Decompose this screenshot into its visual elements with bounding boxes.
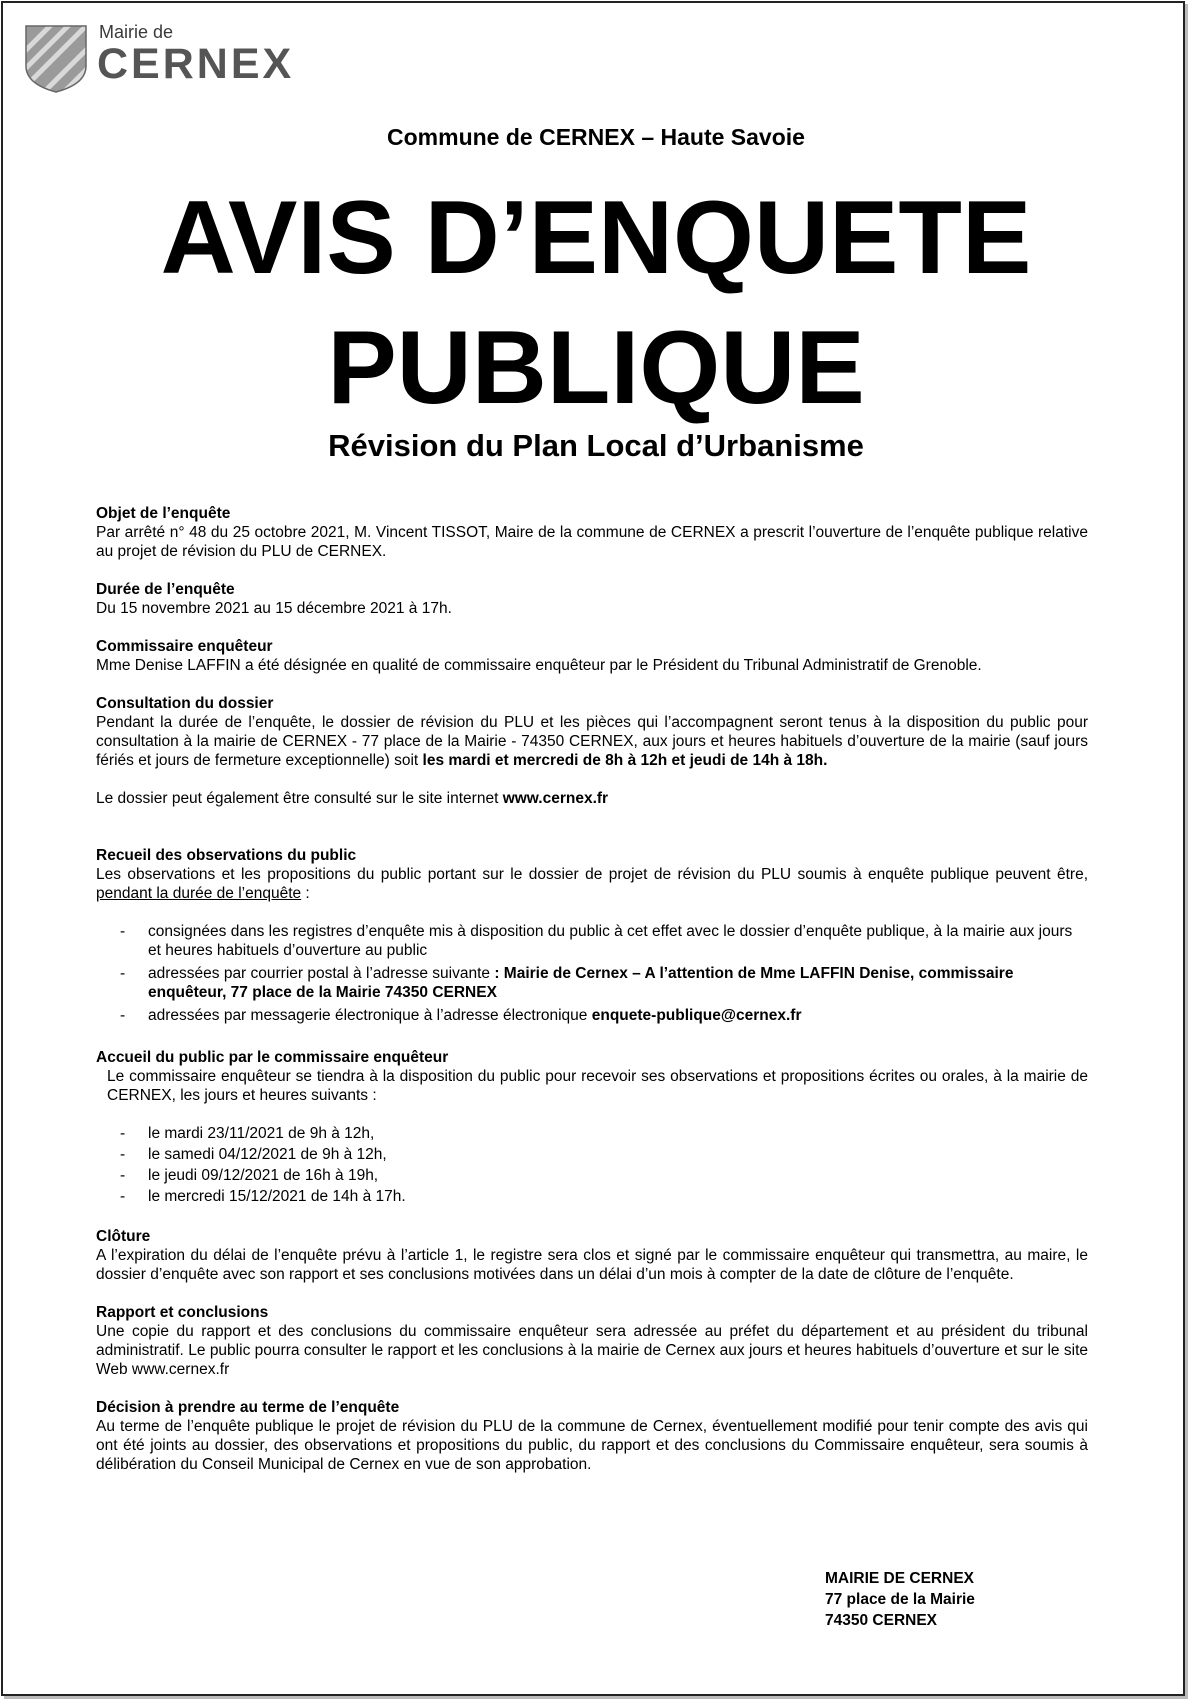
list-item-bold: : Mairie de Cernex – A l’attention de Mme LAFFIN Denise, commissaire enquêteur, 77 place de la Mairie 74350 CERNEX (148, 965, 1014, 1001)
website-line (96, 789, 1088, 808)
dash-bullet: - (120, 1125, 126, 1142)
notice-body (96, 504, 1088, 1474)
list-item-text: le mardi 23/11/2021 de 9h à 12h, (148, 1125, 375, 1142)
title-line-1: AVIS D’ENQUETE (160, 180, 1032, 296)
signature-line-3: 74350 CERNEX (825, 1612, 938, 1629)
list-item-text: le mercredi 15/12/2021 de 14h à 17h. (148, 1188, 406, 1205)
recueil-underline: pendant la durée de l’enquête (96, 885, 302, 902)
section-text: A l’expiration du délai de l’enquête prévu à l’article 1, le registre sera clos et signé par le commissaire enquêteur qui transmettra, au maire, le dossier d’enquête avec son rapport et ses conclusions motivées dans un délai d’un mois à compter de la date de clôture de l’enquête. (96, 1247, 1088, 1283)
logo-small-text: Mairie de (99, 22, 174, 42)
dash-bullet: - (120, 1188, 126, 1205)
section-heading: Recueil des observations du public (96, 847, 357, 864)
section-heading: Clôture (96, 1228, 151, 1245)
section-text: Mme Denise LAFFIN a été désignée en qualité de commissaire enquêteur par le Président du Tribunal Administratif de Grenoble. (96, 657, 982, 674)
list-item (96, 1006, 1088, 1025)
logo-big-text: CERNEX (97, 40, 295, 88)
list-item (96, 1187, 1088, 1206)
mairie-logo (24, 18, 324, 98)
website-link[interactable]: www.cernex.fr (502, 790, 609, 807)
shield-icon (24, 22, 88, 94)
dash-bullet: - (120, 923, 126, 940)
recueil-intro-end: : (301, 885, 310, 902)
list-item-text: le jeudi 09/12/2021 de 16h à 19h, (148, 1167, 379, 1184)
signature-line-1: MAIRIE DE CERNEX (825, 1570, 974, 1587)
section-heading: Durée de l’enquête (96, 581, 235, 598)
list-item (96, 1145, 1088, 1164)
section-objet (96, 504, 1088, 561)
section-commissaire (96, 637, 1088, 675)
section-heading: Objet de l’enquête (96, 505, 231, 522)
section-heading: Accueil du public par le commissaire enquêteur (96, 1049, 449, 1066)
email-link[interactable]: enquete-publique@cernex.fr (591, 1007, 802, 1024)
signature-line-2: 77 place de la Mairie (825, 1591, 975, 1608)
consultation-text: Pendant la durée de l’enquête, le dossier de révision du PLU et les pièces qui l’accompagnent seront tenus à la disposition du public pour consultation à la mairie de CERNEX - 77 place de la Mairie - 74350 CERNEX, aux jours et heures habituels d’ouverture de la mairie (sauf jours fériés et jours de fermeture exceptionnelle) soit (96, 714, 1088, 769)
dash-bullet: - (120, 1007, 126, 1024)
list-item-text: adressées par courrier postal à l’adresse suivante (148, 965, 495, 982)
recueil-list (96, 922, 1088, 1025)
website-text: Le dossier peut également être consulté sur le site internet (96, 790, 503, 807)
section-decision (96, 1398, 1088, 1474)
permanences-list (96, 1124, 1088, 1206)
section-text: Une copie du rapport et des conclusions du commissaire enquêteur sera adressée au préfet du département et au président du tribunal administratif. Le public pourra consulter le rapport et les conclusions à la mairie de Cernex aux jours et heures habituels d’ouverture et sur le site Web www.cernex.fr (96, 1323, 1088, 1378)
section-text (96, 713, 1088, 770)
section-recueil (96, 846, 1088, 1025)
section-cloture (96, 1227, 1088, 1284)
list-item-text: consignées dans les registres d’enquête mis à disposition du public à cet effet avec le dossier d’enquête publique, à la mairie aux jours et heures habituels d’ouverture au public (148, 923, 1073, 959)
dash-bullet: - (120, 965, 126, 982)
section-text: Par arrêté n° 48 du 25 octobre 2021, M. Vincent TISSOT, Maire de la commune de CERNEX a prescrit l’ouverture de l’enquête publique relative au projet de révision du PLU de CERNEX. (96, 524, 1088, 560)
section-consultation (96, 694, 1088, 808)
section-accueil (96, 1048, 1088, 1206)
commune-heading: Commune de CERNEX – Haute Savoie (387, 124, 805, 150)
section-text (96, 865, 1088, 903)
title-line-2: PUBLIQUE (327, 310, 865, 426)
section-text: Au terme de l’enquête publique le projet de révision du PLU de la commune de Cernex, éventuellement modifié pour tenir compte des avis qui ont été joints au dossier, des observations et propositions du public, du rapport et des conclusions du Commissaire enquêteur, sera soumis à délibération du Conseil Municipal de Cernex en vue de son approbation. (96, 1418, 1088, 1473)
recueil-intro: Les observations et les propositions du public portant sur le dossier de projet de révision du PLU soumis à enquête publique peuvent être, (96, 866, 1088, 883)
list-item-text: adressées par messagerie électronique à l’adresse électronique (148, 1007, 592, 1024)
list-item-text: le samedi 04/12/2021 de 9h à 12h, (148, 1146, 387, 1163)
signature-block (825, 1568, 975, 1631)
section-duree (96, 580, 1088, 618)
dash-bullet: - (120, 1146, 126, 1163)
section-heading: Consultation du dossier (96, 695, 274, 712)
list-item (96, 922, 1088, 960)
section-rapport (96, 1303, 1088, 1379)
section-heading: Rapport et conclusions (96, 1304, 269, 1321)
consultation-hours: les mardi et mercredi de 8h à 12h et jeudi de 14h à 18h. (422, 752, 828, 769)
list-item (96, 1124, 1088, 1143)
subtitle: Révision du Plan Local d’Urbanisme (328, 428, 864, 463)
section-heading: Commissaire enquêteur (96, 638, 273, 655)
dash-bullet: - (120, 1167, 126, 1184)
list-item (96, 964, 1088, 1002)
section-text: Le commissaire enquêteur se tiendra à la disposition du public pour recevoir ses observations et propositions écrites ou orales, à la mairie de CERNEX, les jours et heures suivants : (107, 1068, 1088, 1104)
list-item (96, 1166, 1088, 1185)
section-heading: Décision à prendre au terme de l’enquête (96, 1399, 400, 1416)
section-text: Du 15 novembre 2021 au 15 décembre 2021 à 17h. (96, 600, 452, 617)
